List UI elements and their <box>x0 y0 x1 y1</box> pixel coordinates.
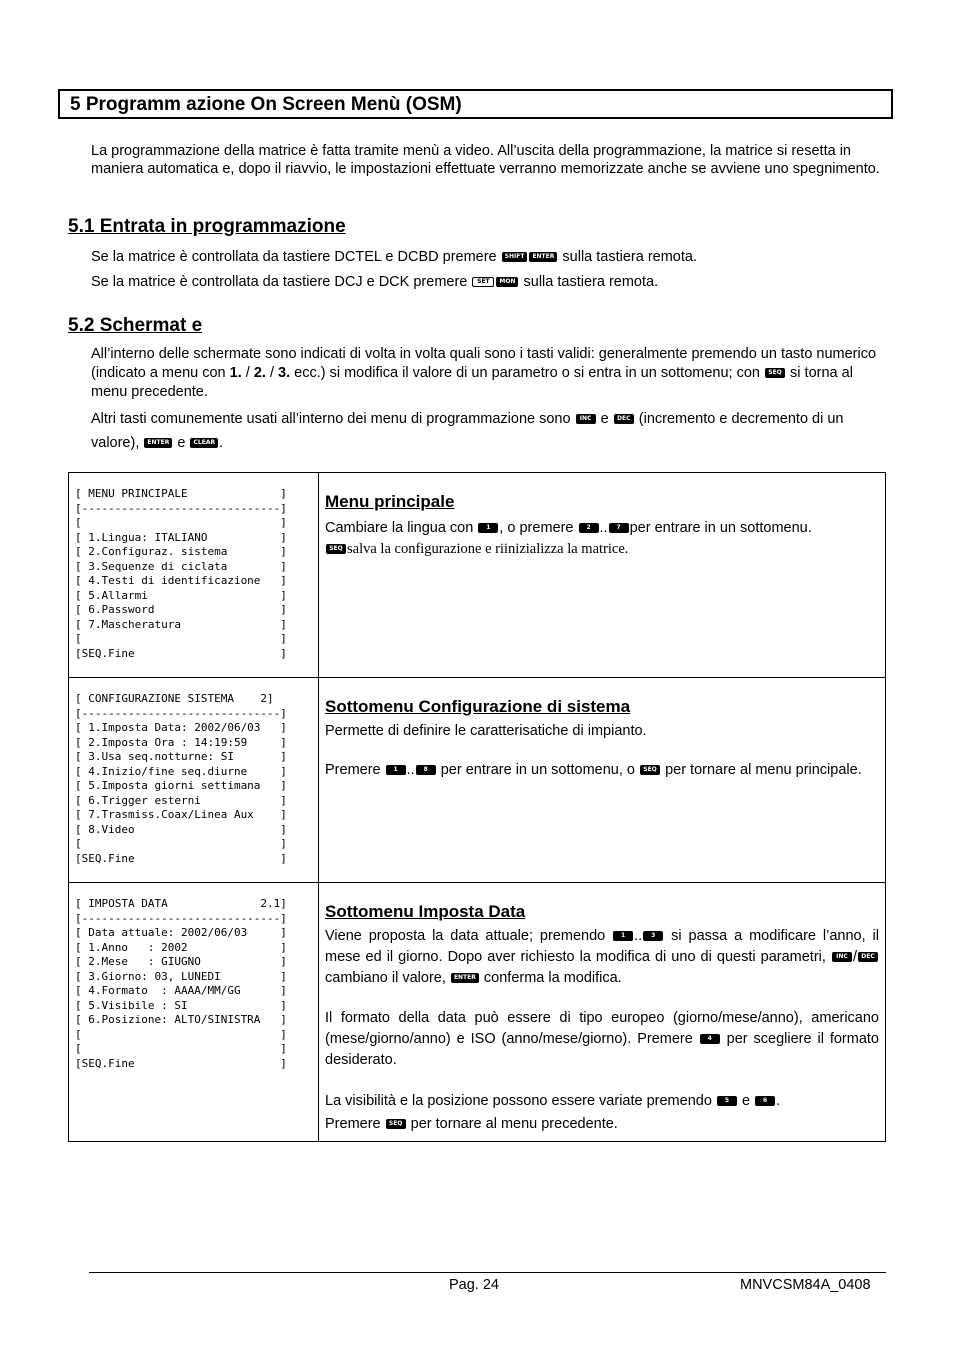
text: per entrare in un sottomenu, o <box>440 762 635 778</box>
seq-key-icon: SEQ <box>640 765 660 775</box>
table-row <box>69 882 885 1141</box>
shift-key-icon: SHIFT <box>502 252 528 262</box>
description-text <box>325 926 879 989</box>
osm-screens-table <box>68 472 886 1142</box>
seq-key-icon: SEQ <box>326 544 346 554</box>
text: per entrare in un sottomenu. <box>629 520 812 536</box>
key-1-icon: 1 <box>613 931 633 941</box>
text: si passa a modificare l’anno, il mese ed il giorno. Dopo aver richiesto la modifica di uno di questi parametri, <box>325 928 879 965</box>
description-text <box>325 518 879 539</box>
paragraph-text: Altri tasti comunemente usati all’interno dei menu di programmazione sono <box>91 411 571 427</box>
range-dots: .. <box>634 928 643 944</box>
text: e <box>741 1093 751 1109</box>
dec-key-icon: DEC <box>614 414 634 424</box>
clear-key-icon: CLEAR <box>190 438 218 448</box>
paragraph-text: (incremento e decremento di un valore), <box>91 411 844 451</box>
range-dots: .. <box>406 762 415 778</box>
enter-key-icon: ENTER <box>144 438 172 448</box>
text: Premere <box>325 1116 381 1132</box>
osd-screen-system-config: [ CONFIGURAZIONE SISTEMA 2] [------------------------------] [ 1.Imposta Data: 2002/06/03 ] [ 2.Imposta Ora : 14:19:59 ] [ 3.Usa seq.notturne: SI ] [ 4.Inizio/fine seq.diurne ] [ 5.Imposta giorni settimana ] [ 6.Trigger esterni ] [ 7.Trasmiss.Coax/Linea Aux ] [ 8.Video ] [ ] [SEQ.Fine ] <box>69 678 319 882</box>
seq-key-icon: SEQ <box>386 1119 406 1129</box>
key-4-icon: 4 <box>700 1034 720 1044</box>
entry-line-dcj <box>91 273 658 291</box>
text: conferma la modifica. <box>483 970 622 986</box>
bold-key-1: 1. <box>229 365 242 381</box>
page-number: Pag. 24 <box>449 1277 499 1293</box>
separator: / <box>852 949 858 965</box>
description-text <box>325 1008 879 1071</box>
key-1-icon: 1 <box>386 765 406 775</box>
screen-heading: Sottomenu Imposta Data <box>325 902 526 921</box>
enter-key-icon: ENTER <box>451 973 479 983</box>
paragraph-text: . <box>219 435 224 451</box>
osd-screen-main-menu: [ MENU PRINCIPALE ] [------------------------------] [ ] [ 1.Lingua: ITALIANO ] [ 2.Configuraz. sistema ] [ 3.Sequenze di ciclata ] [ 4.Testi di identificazione ] [ 5.Allarmi ] [ 6.Password ] [ 7.Mascheratura ] [ ] [SEQ.Fine ] <box>69 473 319 677</box>
screen-description <box>319 473 885 677</box>
screens-paragraph-2 <box>91 407 881 455</box>
document-code: MNVCSM84A_0408 <box>740 1277 871 1293</box>
entry-text: sulla tastiera remota. <box>562 249 697 265</box>
description-text: Permette di definire le caratterisatiche di impianto. <box>325 723 647 739</box>
text: Viene proposta la data attuale; premendo <box>325 928 606 944</box>
text: Il formato della data può essere di tipo europeo (giorno/mese/anno), americano (mese/giorno/anno) e ISO (anno/mese/giorno). Premere <box>325 1010 879 1047</box>
osd-screen-set-date: [ IMPOSTA DATA 2.1] [------------------------------] [ Data attuale: 2002/06/03 ] [ 1.Anno : 2002 ] [ 2.Mese : GIUGNO ] [ 3.Giorno: 03, LUNEDI ] [ 4.Formato : AAAA/MM/GG ] [ 5.Visibile : SI ] [ 6.Posizione: ALTO/SINISTRA ] [ ] [ ] [SEQ.Fine ] <box>69 883 319 1141</box>
entry-line-dctel <box>91 248 697 266</box>
key-1-icon: 1 <box>478 523 498 533</box>
text: La visibilità e la posizione possono essere variate premendo <box>325 1093 712 1109</box>
separator: / <box>269 365 274 381</box>
key-8-icon: 8 <box>416 765 436 775</box>
paragraph-text: ecc.) si modifica il valore di un parametro o si entra in un sottomenu; con <box>294 365 760 381</box>
description-text <box>325 539 879 560</box>
screens-paragraph-1 <box>91 345 881 402</box>
paragraph-text: e <box>177 435 186 451</box>
entry-text: Se la matrice è controllata da tastiere DCTEL e DCBD premere <box>91 249 497 265</box>
screen-heading: Sottomenu Configurazione di sistema <box>325 697 631 716</box>
paragraph-text: e <box>600 411 609 427</box>
text: per tornare al menu principale. <box>665 762 862 778</box>
footer-rule <box>89 1272 886 1273</box>
separator: / <box>245 365 250 381</box>
bold-key-3: 3. <box>278 365 291 381</box>
text: Cambiare la lingua con <box>325 520 474 536</box>
text: Premere <box>325 762 381 778</box>
screen-description <box>319 678 885 882</box>
bold-key-2: 2. <box>253 365 266 381</box>
set-key-icon: SET <box>472 277 494 287</box>
entry-text: Se la matrice è controllata da tastiere DCJ e DCK premere <box>91 274 468 290</box>
mon-key-icon: MON <box>496 277 518 287</box>
text: salva la configurazione e riinizializza la matrice. <box>347 541 629 557</box>
description-text <box>325 1090 879 1136</box>
text: . <box>776 1093 781 1109</box>
chapter-title-box <box>58 89 893 119</box>
intro-paragraph: La programmazione della matrice è fatta tramite menù a video. All’uscita della programmazione, la matrice si resetta in maniera automatica e, dopo il riavvio, le impostazioni effettuate verranno memorizzate anche se avviene uno spegnimento. <box>91 143 880 177</box>
text: , o premere <box>499 520 574 536</box>
entry-text: sulla tastiera remota. <box>523 274 659 290</box>
table-row <box>69 473 885 677</box>
key-2-icon: 2 <box>579 523 599 533</box>
key-6-icon: 6 <box>755 1096 775 1106</box>
table-row <box>69 677 885 882</box>
key-7-icon: 7 <box>609 523 629 533</box>
paragraph-text: All’interno delle schermate sono indicati di volta in volta quali sono i tasti validi: generalmente premendo un tasto numerico (indicato a menu con <box>91 346 877 381</box>
screen-description <box>319 883 885 1141</box>
section-heading-5-1: 5.1 Entrata in programmazione <box>68 216 346 237</box>
dec-key-icon: DEC <box>858 952 878 962</box>
seq-key-icon: SEQ <box>765 368 785 378</box>
text: cambiano il valore, <box>325 970 446 986</box>
key-3-icon: 3 <box>643 931 663 941</box>
range-dots: .. <box>599 520 608 536</box>
text: per tornare al menu precedente. <box>410 1116 618 1132</box>
inc-key-icon: INC <box>576 414 596 424</box>
section-heading-5-2: 5.2 Schermat e <box>68 315 203 336</box>
paragraph-text: si torna al menu precedente. <box>91 365 853 400</box>
inc-key-icon: INC <box>832 952 852 962</box>
chapter-title: 5 Programm azione On Screen Menù (OSM) <box>70 94 462 115</box>
enter-key-icon: ENTER <box>529 252 557 262</box>
key-5-icon: 5 <box>717 1096 737 1106</box>
text: per scegliere il formato desiderato. <box>325 1031 879 1068</box>
description-text <box>325 760 879 781</box>
screen-heading: Menu principale <box>325 492 455 511</box>
